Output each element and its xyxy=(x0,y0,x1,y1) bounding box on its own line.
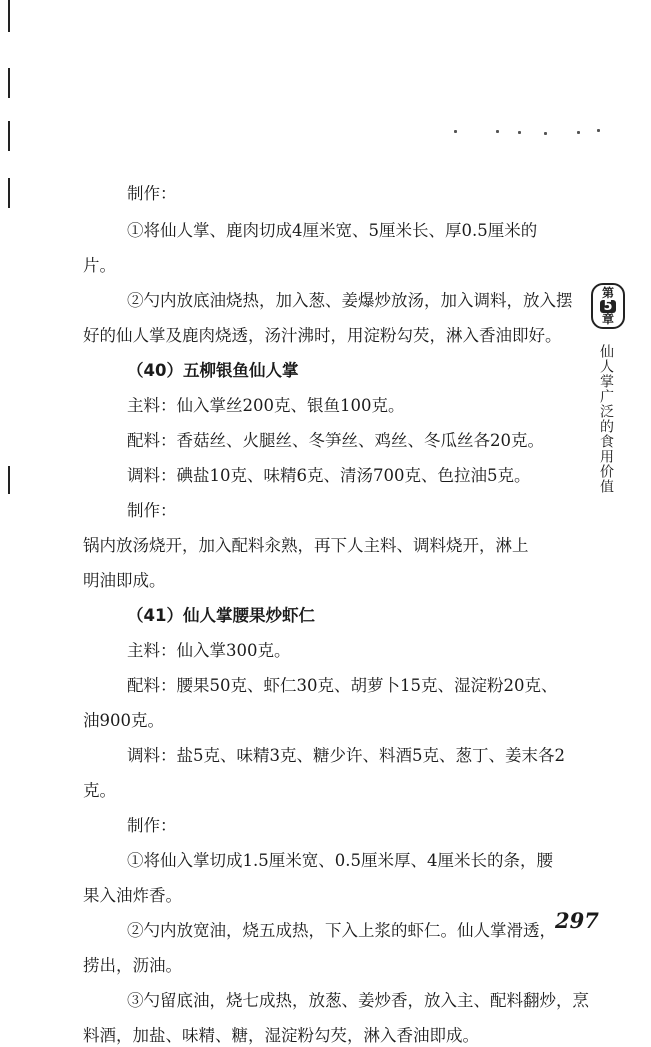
text-line: 捞出，沥油。 xyxy=(83,956,182,975)
text-line: 制作： xyxy=(127,501,177,520)
binding-mark xyxy=(8,121,10,151)
text-line: ①将仙人掌、鹿肉切成4厘米宽、5厘米长、厚0.5厘米的 xyxy=(127,221,538,240)
scan-noise xyxy=(452,126,612,140)
text-line: ②勺内放宽油，烧五成热，下入上浆的虾仁。仙人掌滑透， xyxy=(127,921,556,940)
text-line: 调料：碘盐10克、味精6克、清汤700克、色拉油5克。 xyxy=(127,466,531,485)
text-line: 油900克。 xyxy=(83,711,164,730)
text-line: ②勺内放底油烧热，加入葱、姜爆炒放汤，加入调料，放入摆 xyxy=(127,291,573,310)
chapter-tab xyxy=(591,283,625,329)
text-line: 配料：腰果50克、虾仁30克、胡萝卜15克、湿淀粉20克、 xyxy=(127,676,558,695)
chapter-tab-bottom: 章 xyxy=(601,311,614,326)
text-line: 片。 xyxy=(83,256,116,275)
text-line: 主料：仙入掌300克。 xyxy=(127,641,291,660)
binding-mark xyxy=(8,178,10,208)
binding-mark xyxy=(8,0,10,32)
text-line: 制作： xyxy=(127,816,177,835)
text-line: 好的仙人掌及鹿肉烧透，汤汁沸时，用淀粉勾芡，淋入香油即好。 xyxy=(83,326,562,345)
chapter-tab-top: 第 xyxy=(601,285,614,300)
text-line: ③勺留底油，烧七成热，放葱、姜炒香，放入主、配料翻炒，烹 xyxy=(127,991,589,1010)
text-line: ①将仙入掌切成1.5厘米宽、0.5厘米厚、4厘米长的条，腰 xyxy=(127,851,553,870)
text-line: 配料：香菇丝、火腿丝、冬笋丝、鸡丝、冬瓜丝各20克。 xyxy=(127,431,544,450)
text-line: 制作： xyxy=(127,184,177,203)
page-number: 297 xyxy=(555,908,599,933)
text-line: 明油即成。 xyxy=(83,571,166,590)
text-line: 锅内放汤烧开，加入配料汆熟，再下人主料、调料烧开，淋上 xyxy=(83,536,529,555)
text-line: 克。 xyxy=(83,781,116,800)
text-line: 料酒，加盐、味精、糖，湿淀粉勾芡，淋入香油即成。 xyxy=(83,1026,479,1045)
binding-mark xyxy=(8,466,10,494)
binding-mark xyxy=(8,68,10,98)
recipe-title: （40）五柳银鱼仙人掌 xyxy=(127,361,299,380)
chapter-number: 5 xyxy=(600,300,615,313)
text-line: 主料：仙入掌丝200克、银鱼100克。 xyxy=(127,396,405,415)
text-line: 果入油炸香。 xyxy=(83,886,182,905)
recipe-title: （41）仙人掌腰果炒虾仁 xyxy=(127,606,315,625)
text-line: 调料：盐5克、味精3克、糖少许、料酒5克、葱丁、姜末各2 xyxy=(127,746,565,765)
chapter-title: 仙人掌广泛的食用价值 xyxy=(598,344,614,494)
